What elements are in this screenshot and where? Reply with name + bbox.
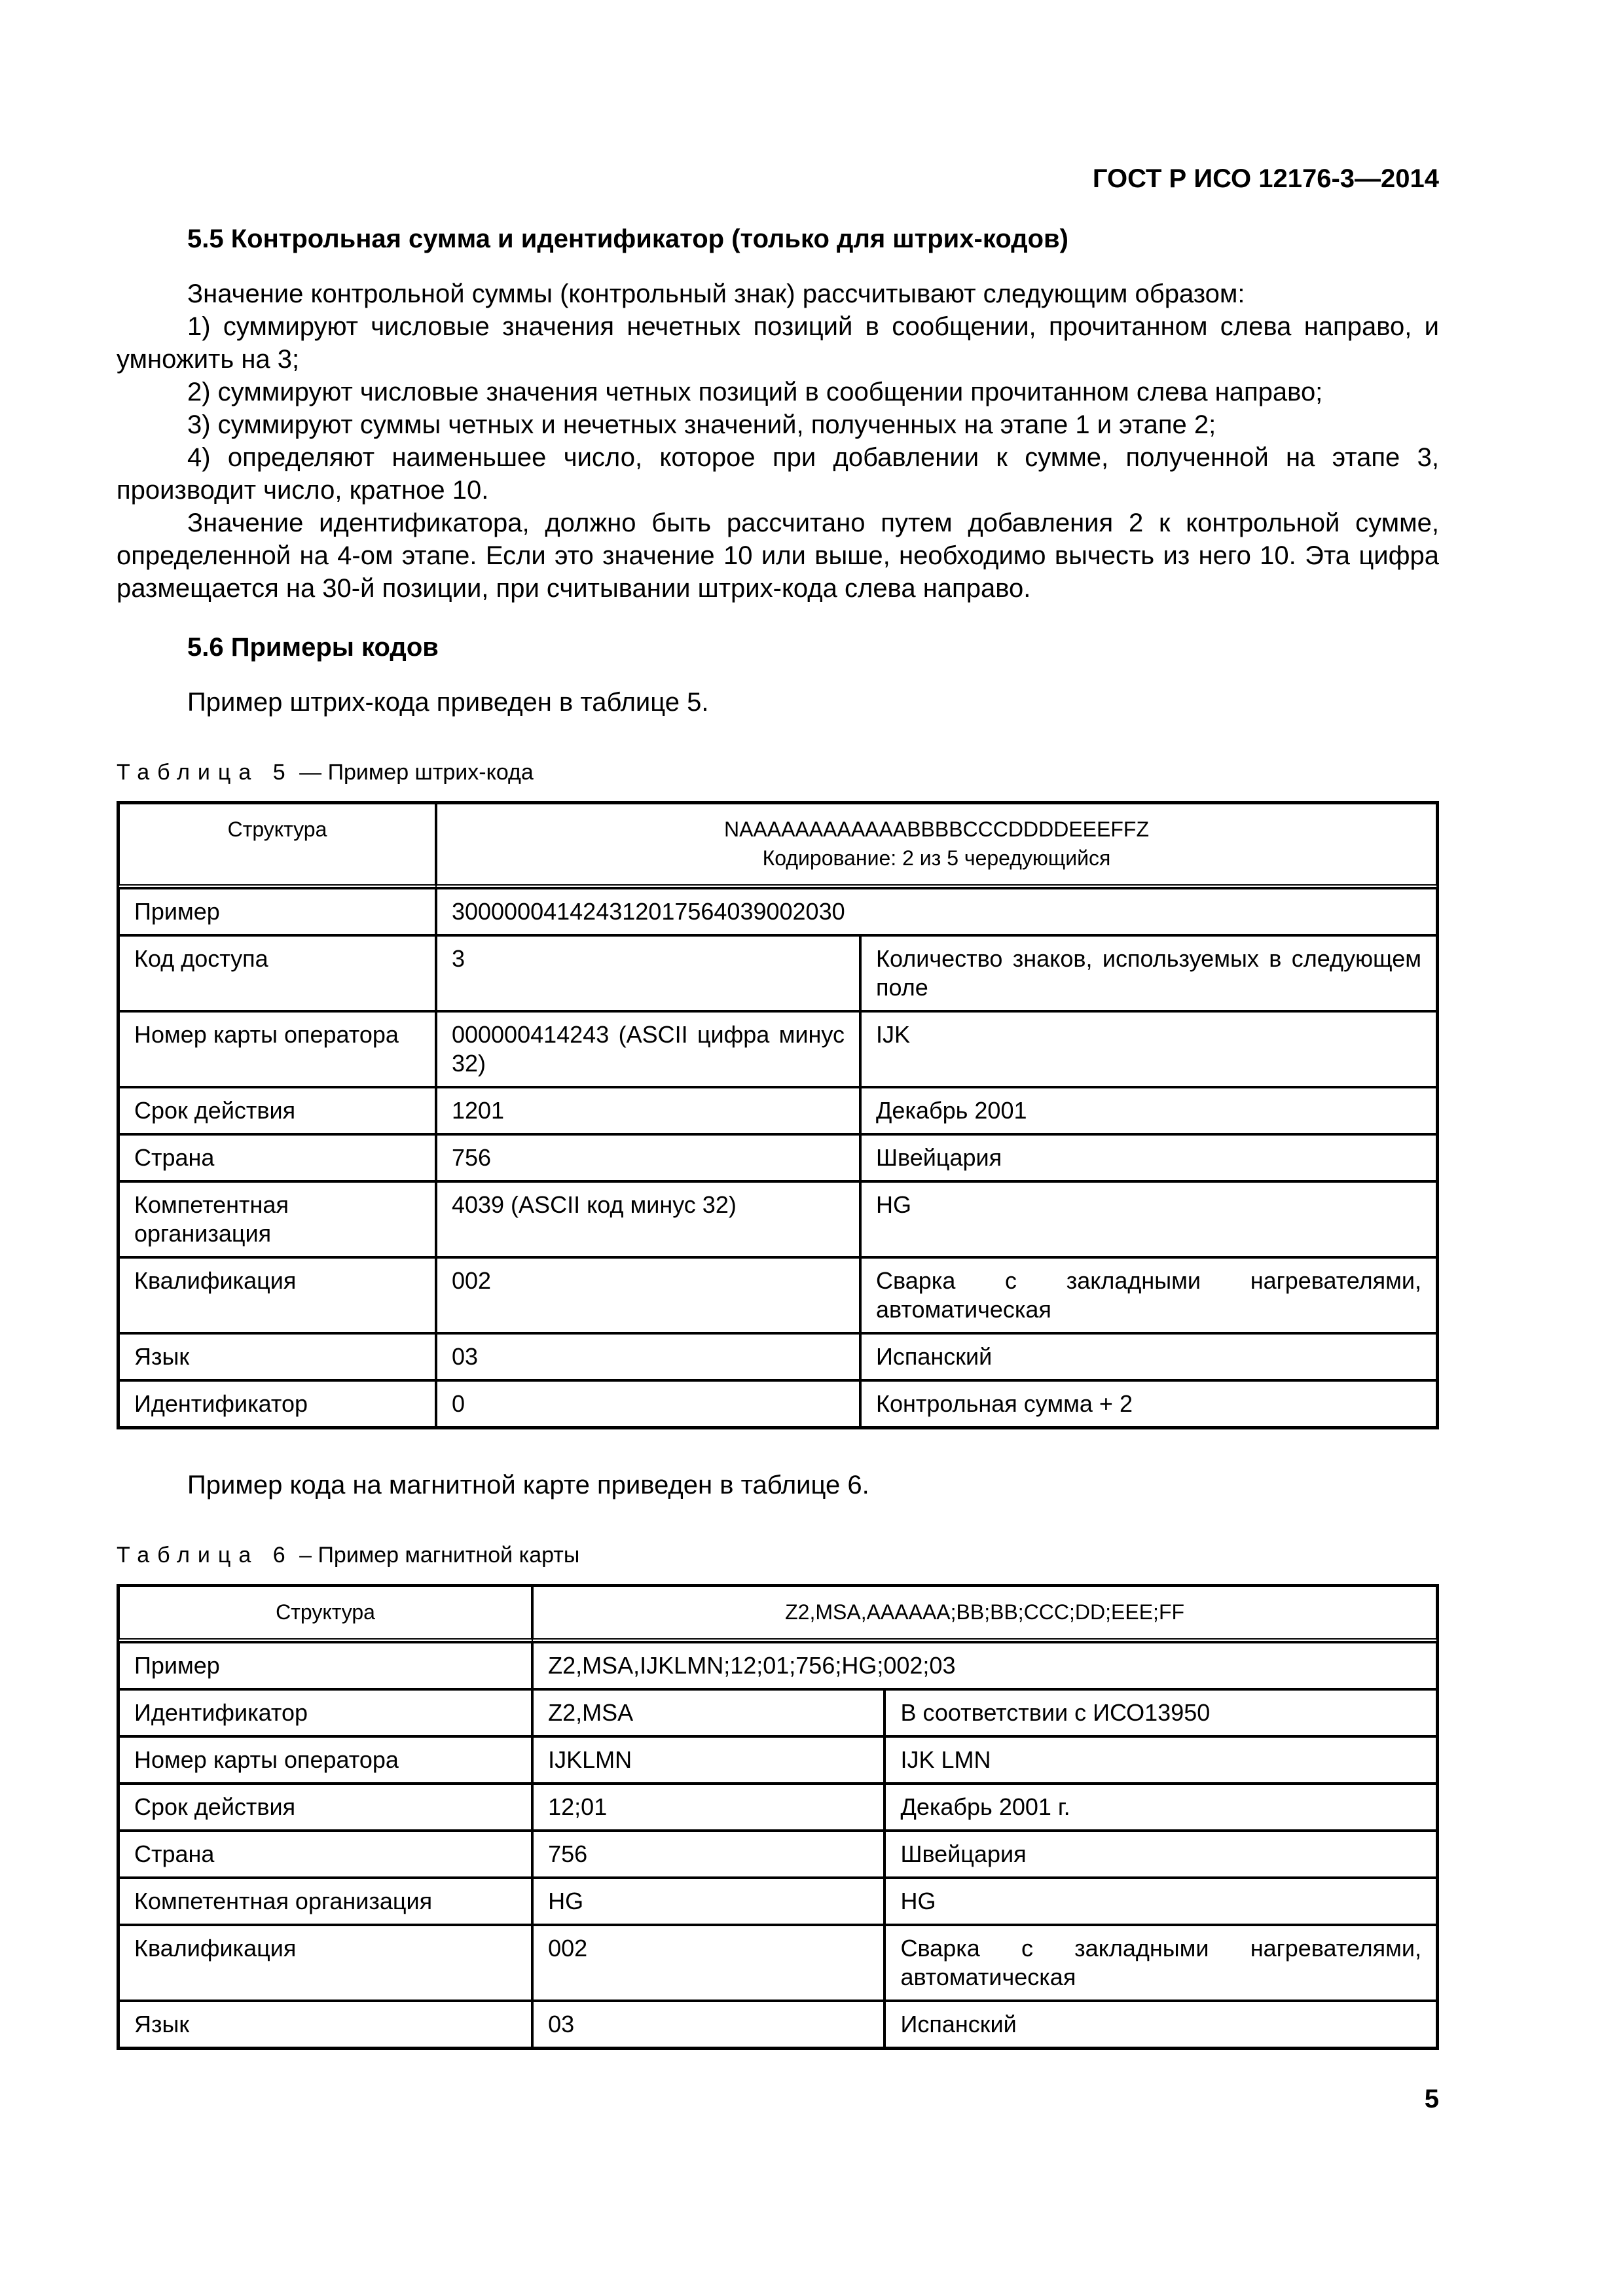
section-5-5-body [117,278,1439,605]
row-value: 756 [436,1134,860,1181]
row-note: Испанский [860,1333,1437,1380]
row-value: 756 [532,1831,884,1878]
row-label: Язык [119,2001,532,2048]
row-note: IJK LMN [884,1736,1437,1784]
table-row [119,1333,1437,1380]
row-label: Пример [119,888,436,935]
row-value: 12;01 [532,1784,884,1831]
row-note: Сварка с закладными нагревателями, автоматическая [884,1925,1437,2001]
table-row [119,1011,1437,1087]
paragraph: 2) суммируют числовые значения четных позиций в сообщении прочитанном слева направо; [187,378,1323,406]
paragraph: 4) определяют наименьшее число, которое при добавлении к сумме, полученной на этапе 3, производит число, кратное 10. [117,443,1439,505]
page-content [117,223,1439,2050]
row-value: 1201 [436,1087,860,1134]
row-label: Идентификатор [119,1689,532,1736]
row-value: 002 [532,1925,884,2001]
table-row [119,1878,1437,1925]
table-5 [117,801,1439,1429]
table-6-caption [117,1541,1439,1570]
row-label: Квалификация [119,1925,532,2001]
document-code: ГОСТ Р ИСО 12176-3—2014 [1092,164,1439,193]
row-note: Количество знаков, используемых в следующем поле [860,935,1437,1011]
row-label: Срок действия [119,1087,436,1134]
table-header-row [119,1586,1437,1642]
table-row [119,2001,1437,2048]
table-row [119,1689,1437,1736]
table-row [119,1784,1437,1831]
row-label: Квалификация [119,1257,436,1333]
row-label: Страна [119,1831,532,1878]
table-row [119,1642,1437,1689]
table-5-caption-text: — Пример штрих-кода [293,760,534,785]
table-6 [117,1584,1439,2050]
row-value: 4039 (ASCII код минус 32) [436,1181,860,1257]
table-row [119,888,1437,935]
row-label: Страна [119,1134,436,1181]
table-6-caption-label: Таблица 6 [117,1543,293,1568]
table-6-intro: Пример кода на магнитной карте приведен в таблице 6. [187,1471,869,1499]
section-5-6-title: 5.6 Примеры кодов [187,633,439,662]
header-cell: Z2,MSA,AAAAAA;BB;BB;CCC;DD;EEE;FF [532,1586,1437,1642]
row-label: Язык [119,1333,436,1380]
row-value: 0 [436,1380,860,1427]
table-header-row [119,803,1437,888]
table-5-caption [117,758,1439,787]
row-value: HG [532,1878,884,1925]
row-note: Швейцария [860,1134,1437,1181]
header-cell: Структура [119,1586,532,1642]
section-5-5-title: 5.5 Контрольная сумма и идентификатор (только для штрих-кодов) [187,224,1068,253]
paragraph: 1) суммируют числовые значения нечетных позиций в сообщении, прочитанном слева направо, и умножить на 3; [117,312,1439,374]
row-value: 300000041424312017564039002030 [436,888,1437,935]
row-value: 03 [436,1333,860,1380]
table-row [119,1134,1437,1181]
row-value: Z2,MSA [532,1689,884,1736]
header-cell [436,803,1437,888]
row-value: 03 [532,2001,884,2048]
barcode-pattern: NAAAAAAAAAAAABBBBCCCDDDDEEEFFZ [723,817,1149,841]
row-note: IJK [860,1011,1437,1087]
row-label: Компетентная организация [119,1181,436,1257]
row-value: 000000414243 (ASCII цифра минус 32) [436,1011,860,1087]
row-label: Срок действия [119,1784,532,1831]
row-value: 002 [436,1257,860,1333]
row-note: В соответствии с ИСО13950 [884,1689,1437,1736]
row-note: Декабрь 2001 г. [884,1784,1437,1831]
header-cell: Структура [119,803,436,888]
row-note: HG [884,1878,1437,1925]
row-label: Номер карты оператора [119,1736,532,1784]
table-5-intro: Пример штрих-кода приведен в таблице 5. [187,688,709,717]
table-row [119,1736,1437,1784]
page-number: 5 [1424,2085,1439,2113]
table-row [119,1257,1437,1333]
barcode-encoding: Кодирование: 2 из 5 чередующийся [762,846,1111,870]
table-row [119,1181,1437,1257]
row-note: HG [860,1181,1437,1257]
table-5-caption-label: Таблица 5 [117,760,293,785]
row-value: IJKLMN [532,1736,884,1784]
table-row [119,1925,1437,2001]
row-label: Пример [119,1642,532,1689]
row-label: Компетентная организация [119,1878,532,1925]
table-row [119,1380,1437,1427]
row-label: Код доступа [119,935,436,1011]
row-note: Испанский [884,2001,1437,2048]
row-note: Швейцария [884,1831,1437,1878]
row-value: Z2,MSA,IJKLMN;12;01;756;HG;002;03 [532,1642,1437,1689]
row-value: 3 [436,935,860,1011]
row-label: Идентификатор [119,1380,436,1427]
row-label: Номер карты оператора [119,1011,436,1087]
row-note: Декабрь 2001 [860,1087,1437,1134]
row-note: Контрольная сумма + 2 [860,1380,1437,1427]
row-note: Сварка с закладными нагревателями, автоматическая [860,1257,1437,1333]
paragraph: Значение контрольной суммы (контрольный знак) рассчитывают следующим образом: [187,279,1245,308]
table-row [119,935,1437,1011]
paragraph: Значение идентификатора, должно быть рассчитано путем добавления 2 к контрольной сумме, определенной на 4-ом этапе. Если это значение 10 или выше, необходимо вычесть из него 10. Эта цифра размещается на 30-й позиции, при считывании штрих-кода слева направо. [117,509,1439,603]
paragraph: 3) суммируют суммы четных и нечетных значений, полученных на этапе 1 и этапе 2; [187,410,1216,439]
table-row [119,1087,1437,1134]
table-row [119,1831,1437,1878]
table-6-caption-text: – Пример магнитной карты [293,1543,580,1568]
